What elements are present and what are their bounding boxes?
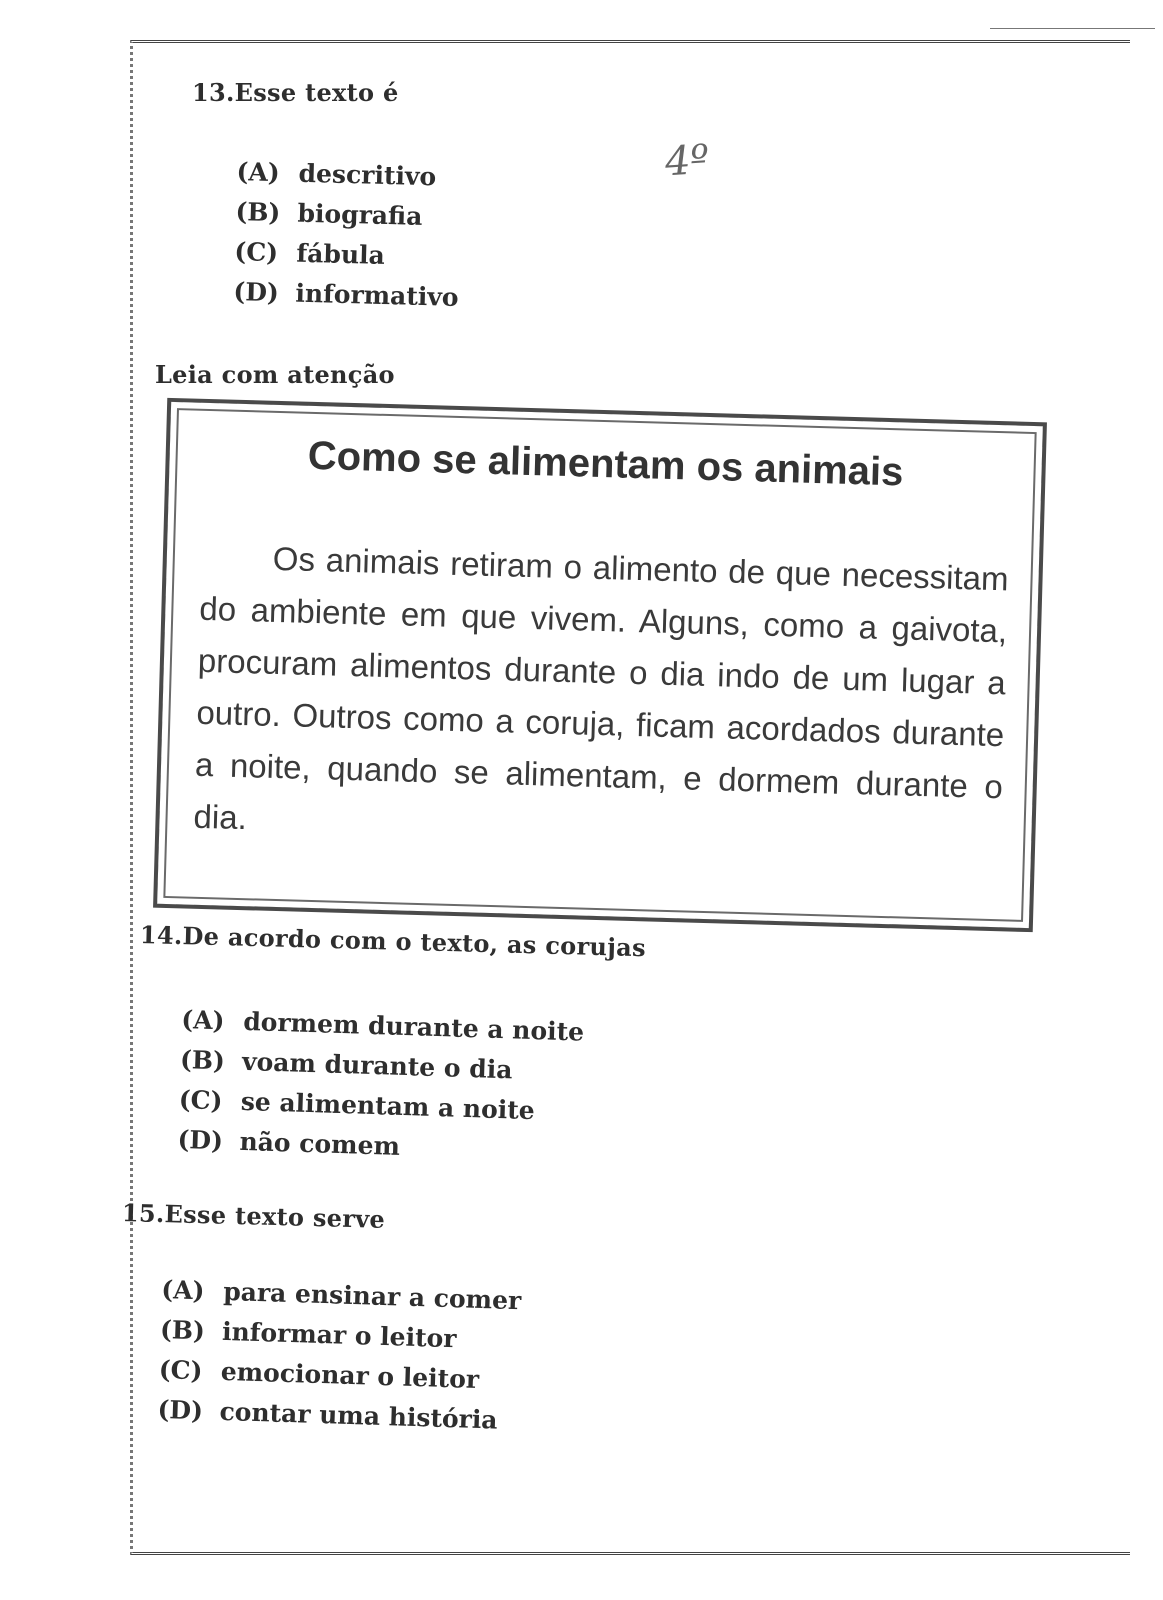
option-13-a[interactable]: (A) descritivo: [236, 157, 437, 192]
reading-box: [153, 398, 1047, 932]
option-14-a[interactable]: (A) dormem durante a noite: [180, 1004, 585, 1047]
top-rule: [990, 28, 1155, 29]
handwritten-note: 4º: [663, 136, 711, 186]
question-13-options: [233, 152, 462, 318]
option-15-c[interactable]: (C) emocionar o leitor: [158, 1354, 480, 1395]
question-14-title: 14.De acordo com o texto, as corujas: [139, 920, 647, 963]
question-15-title: 15.Esse texto serve: [121, 1198, 386, 1234]
question-15-options: [157, 1270, 522, 1441]
option-13-b[interactable]: (B) biografia: [235, 197, 423, 231]
option-15-b[interactable]: (B) informar o leitor: [159, 1314, 457, 1354]
option-14-d[interactable]: (D) não comem: [177, 1124, 401, 1161]
instruction-heading: Leia com atenção: [155, 360, 395, 389]
option-14-b[interactable]: (B) voam durante o dia: [179, 1044, 513, 1085]
question-14-options: [177, 1000, 585, 1173]
option-15-d[interactable]: (D) contar uma história: [157, 1394, 498, 1435]
option-15-a[interactable]: (A) para ensinar a comer: [160, 1274, 522, 1316]
reading-title: Como se alimentam os animais: [307, 433, 904, 495]
option-13-d[interactable]: (D) informativo: [233, 277, 459, 312]
option-13-c[interactable]: (C) fábula: [234, 237, 386, 270]
reading-body: Os animais retiram o alimento de que necessitam do ambiente em que vivem. Alguns, como a gaivota, procuram alimentos durante o dia indo de um lugar a outro. Outros como a coruja, ficam acordados durante a noite, quando se alimentam, e dormem durante o dia.: [193, 539, 1010, 837]
question-13-title: 13.Esse texto é: [192, 78, 399, 107]
option-14-c[interactable]: (C) se alimentam a noite: [178, 1084, 536, 1126]
